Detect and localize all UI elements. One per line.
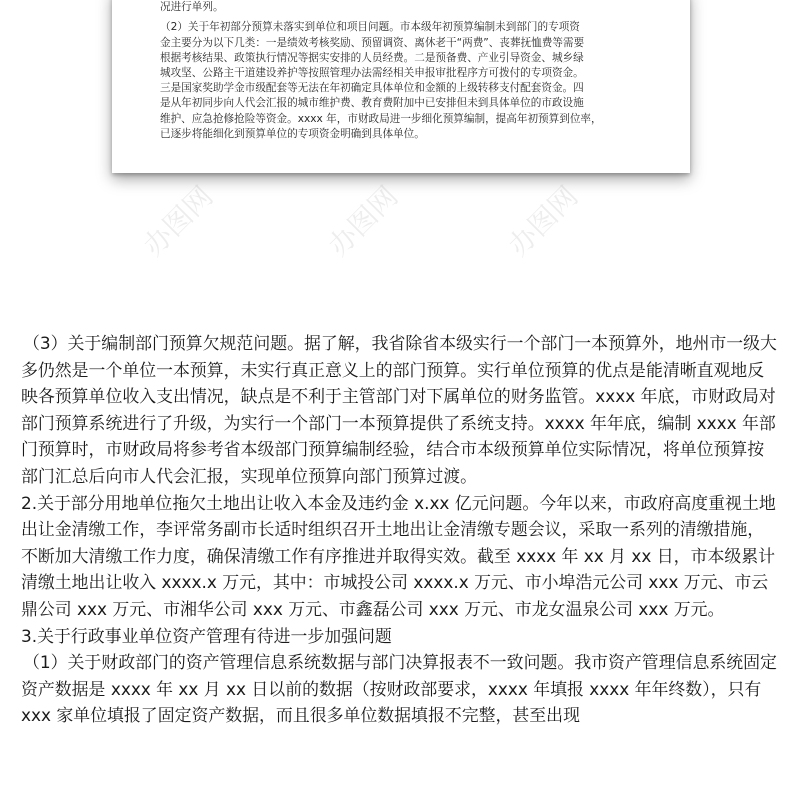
document-photo-text <box>160 0 650 142</box>
paragraph-asset-heading: 3.关于行政事业单位资产管理有待进一步加强问题 <box>21 625 392 646</box>
photo-paragraph-top: 况进行单列。 <box>160 1 224 14</box>
watermark: 办图网 <box>321 179 405 263</box>
paragraph-budget-standard: （3）关于编制部门预算欠规范问题。据了解，我省除省本级实行一个部门一本预算外，地州市一级大多仍然是一个单位一本预算，未实行真正意义上的部门预算。实行单位预算的优点是能清晰直观地反映各预算单位收入支出情况，缺点是不利于主管部门对下属单位的财务监管。xxxx 年底，市财政局对部门预算系统进行了升级，为实行一个部门一本预算提供了系统支持。xxxx 年年底，编制 xxxx 年部门预算时，市财政局将参考省本级部门预算编制经验，结合市本级预算单位实际情况，将单位预算按部门汇总后向市人代会汇报，实现单位预算向部门预算过渡。 <box>21 333 777 486</box>
photo-paragraph-main: （2）关于年初部分预算未落实到单位和项目问题。市本级年初预算编制未到部门的专项资 金主要分为以下几类：一是绩效考核奖励、预留调资、离休老干“两费”、丧葬抚恤费等需要 根据考核结果、政策执行情况等据实安排的人员经费。二是预备费、产业引导资金、城乡绿 城攻坚、公路主干道建设养护等按照管理办法需经相关申报审批程序方可拨付的专项资金。 三是国家奖助学金市级配套等无法在年初确定具体单位和金额的上级转移支付配套资金。四 是从年初同步向人代会汇报的城市维护费、教育费附加中已安排但未到具体单位的市政设施 维护、应急抢修抢险等资金。xxxx 年，市财政局进一步细化预算编制，提高年初预算到位率， 已逐步将能细化到预算单位的专项资金明确到具体单位。 <box>160 21 602 140</box>
image-area <box>0 0 800 290</box>
paragraph-land-revenue: 2.关于部分用地单位拖欠土地出让收入本金及违约金 x.xx 亿元问题。今年以来，市政府高度重视土地出让金清缴工作，李评常务副市长适时组织召开土地出让金清缴专题会议，采取一系列的清缴措施，不断加大清缴工作力度，确保清缴工作有序推进并取得实效。截至 xxxx 年 xx 月 xx 日，市本级累计清缴土地出让收入 xxxx.x 万元，其中：市城投公司 xxxx.x 万元、市小埠浩元公司 xxx 万元、市云鼎公司 xxx 万元、市湘华公司 xxx 万元、市鑫磊公司 xxx 万元、市龙女温泉公司 xxx 万元。 <box>21 492 776 619</box>
paragraph-asset-system: （1）关于财政部门的资产管理信息系统数据与部门决算报表不一致问题。我市资产管理信息系统固定资产数据是 xxxx 年 xx 月 xx 日以前的数据（按财政部要求，xxxx 年填报 xxxx 年年终数），只有 xxx 家单位填报了固定资产数据，而且很多单位数据填报不完整，甚至出现 <box>21 652 777 726</box>
document-photo-card <box>112 0 690 173</box>
document-body <box>21 330 781 729</box>
watermark: 办图网 <box>501 179 585 263</box>
watermark: 办图网 <box>136 179 220 263</box>
